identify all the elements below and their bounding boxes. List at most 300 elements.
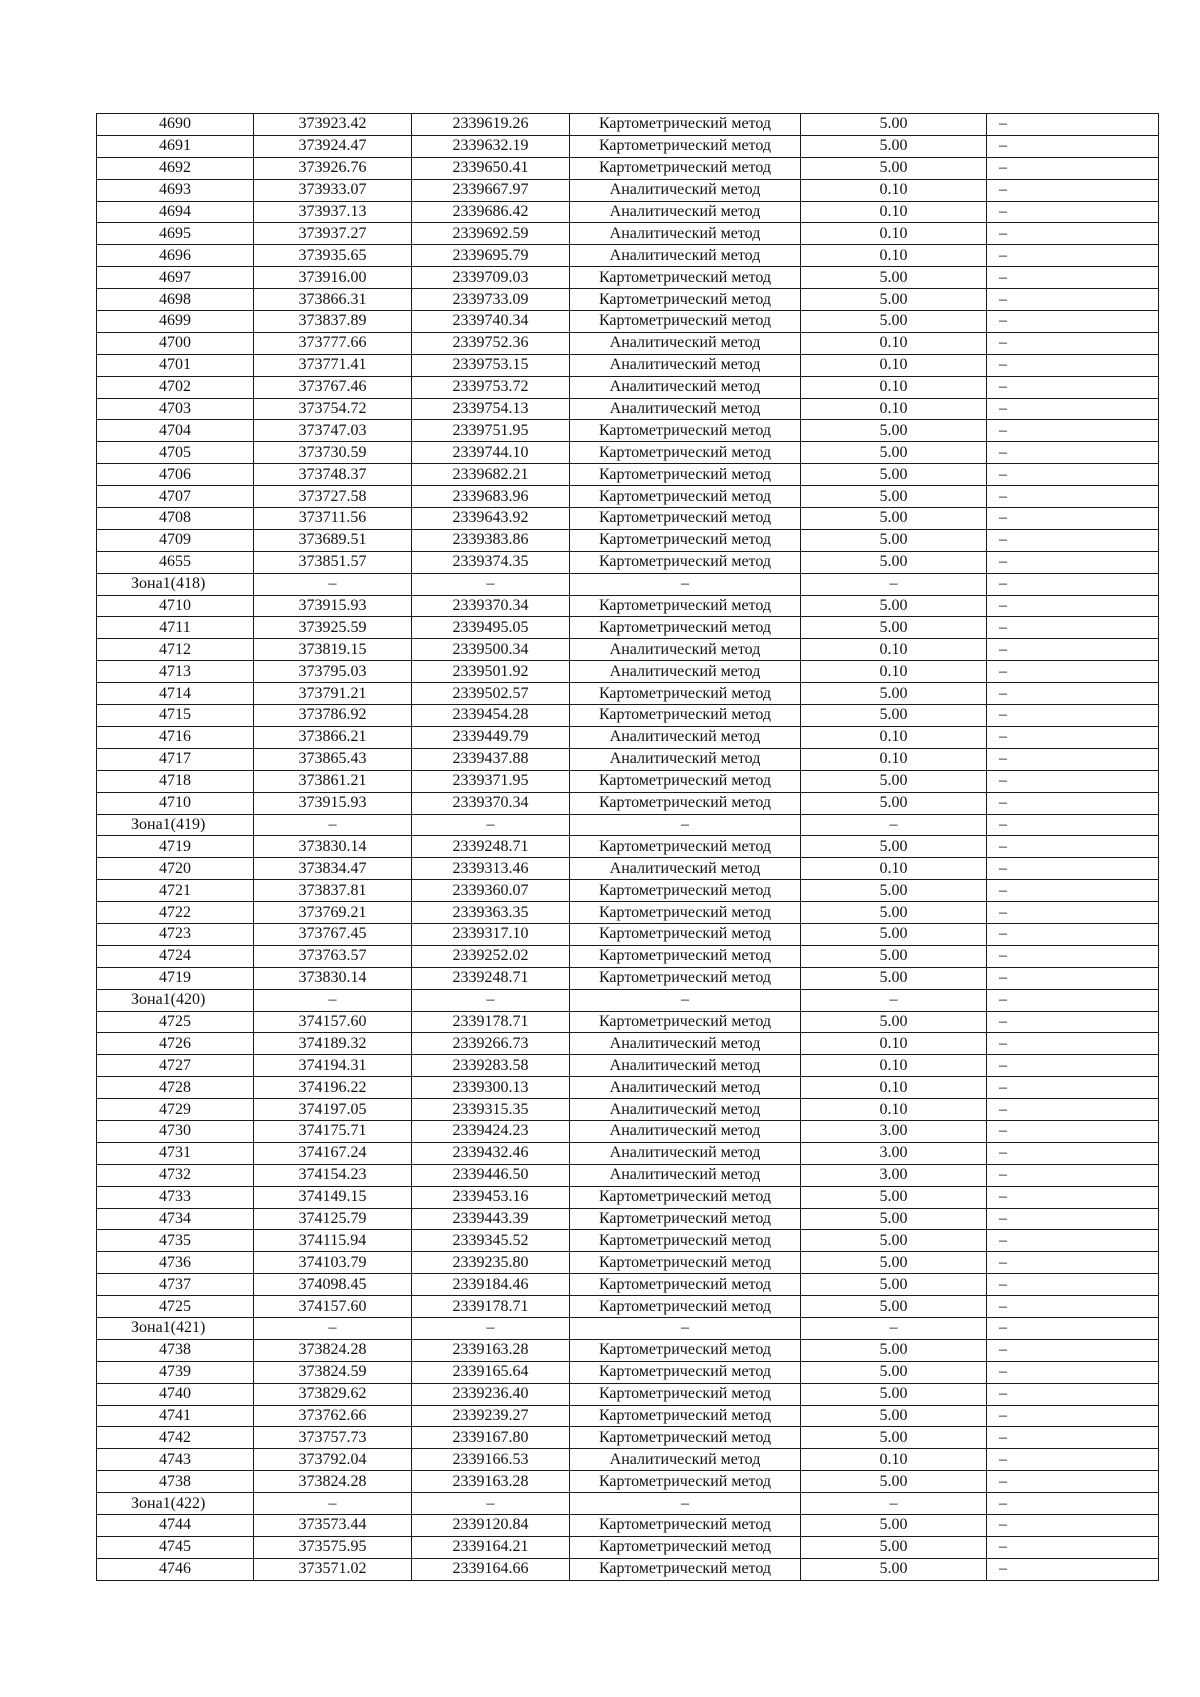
x-coordinate-cell: 373786.92 bbox=[254, 705, 412, 727]
method-cell: Картометрический метод bbox=[570, 792, 801, 814]
accuracy-cell: 5.00 bbox=[801, 1230, 987, 1252]
y-coordinate-cell: 2339667.97 bbox=[412, 179, 570, 201]
table-row bbox=[97, 1383, 1159, 1405]
method-cell: Картометрический метод bbox=[570, 967, 801, 989]
note-cell: – bbox=[987, 245, 1159, 267]
table-row bbox=[97, 1142, 1159, 1164]
table-row bbox=[97, 464, 1159, 486]
x-coordinate-cell: 373925.59 bbox=[254, 617, 412, 639]
table-row bbox=[97, 748, 1159, 770]
accuracy-cell: 5.00 bbox=[801, 464, 987, 486]
table-row bbox=[97, 1164, 1159, 1186]
x-coordinate-cell: 373937.13 bbox=[254, 201, 412, 223]
table-row bbox=[97, 551, 1159, 573]
note-cell: – bbox=[987, 1383, 1159, 1405]
accuracy-cell: 0.10 bbox=[801, 1055, 987, 1077]
accuracy-cell: 5.00 bbox=[801, 1536, 987, 1558]
accuracy-cell: 5.00 bbox=[801, 1427, 987, 1449]
table-row bbox=[97, 617, 1159, 639]
x-coordinate-cell: 373861.21 bbox=[254, 770, 412, 792]
y-coordinate-cell: 2339317.10 bbox=[412, 923, 570, 945]
point-id-cell: Зона1(421) bbox=[97, 1317, 254, 1339]
point-id-cell: 4726 bbox=[97, 1033, 254, 1055]
accuracy-cell: 5.00 bbox=[801, 1339, 987, 1361]
y-coordinate-cell: 2339283.58 bbox=[412, 1055, 570, 1077]
y-coordinate-cell: 2339248.71 bbox=[412, 967, 570, 989]
zone-header-row bbox=[97, 573, 1159, 595]
note-cell: – bbox=[987, 814, 1159, 836]
method-cell: Картометрический метод bbox=[570, 945, 801, 967]
y-coordinate-cell: – bbox=[412, 573, 570, 595]
x-coordinate-cell: – bbox=[254, 1317, 412, 1339]
point-id-cell: 4721 bbox=[97, 880, 254, 902]
method-cell: Картометрический метод bbox=[570, 157, 801, 179]
method-cell: Картометрический метод bbox=[570, 1230, 801, 1252]
note-cell: – bbox=[987, 836, 1159, 858]
table-row bbox=[97, 376, 1159, 398]
point-id-cell: 4746 bbox=[97, 1558, 254, 1580]
x-coordinate-cell: 373916.00 bbox=[254, 267, 412, 289]
y-coordinate-cell: 2339178.71 bbox=[412, 1296, 570, 1318]
x-coordinate-cell: 373754.72 bbox=[254, 398, 412, 420]
y-coordinate-cell: 2339166.53 bbox=[412, 1449, 570, 1471]
note-cell: – bbox=[987, 1536, 1159, 1558]
table-body bbox=[97, 114, 1159, 1581]
x-coordinate-cell: 373573.44 bbox=[254, 1515, 412, 1537]
accuracy-cell: 3.00 bbox=[801, 1142, 987, 1164]
method-cell: Картометрический метод bbox=[570, 836, 801, 858]
table-row bbox=[97, 945, 1159, 967]
note-cell: – bbox=[987, 1055, 1159, 1077]
x-coordinate-cell: 373926.76 bbox=[254, 157, 412, 179]
y-coordinate-cell: 2339360.07 bbox=[412, 880, 570, 902]
point-id-cell: 4745 bbox=[97, 1536, 254, 1558]
note-cell: – bbox=[987, 792, 1159, 814]
method-cell: Картометрический метод bbox=[570, 1427, 801, 1449]
y-coordinate-cell: 2339437.88 bbox=[412, 748, 570, 770]
y-coordinate-cell: 2339424.23 bbox=[412, 1120, 570, 1142]
note-cell: – bbox=[987, 1208, 1159, 1230]
zone-header-row bbox=[97, 989, 1159, 1011]
x-coordinate-cell: 373769.21 bbox=[254, 902, 412, 924]
point-id-cell: 4725 bbox=[97, 1011, 254, 1033]
note-cell: – bbox=[987, 311, 1159, 333]
x-coordinate-cell: 373830.14 bbox=[254, 967, 412, 989]
zone-header-row bbox=[97, 1317, 1159, 1339]
method-cell: Аналитический метод bbox=[570, 1449, 801, 1471]
method-cell: Картометрический метод bbox=[570, 705, 801, 727]
table-row bbox=[97, 1230, 1159, 1252]
accuracy-cell: 3.00 bbox=[801, 1164, 987, 1186]
x-coordinate-cell: – bbox=[254, 814, 412, 836]
point-id-cell: 4728 bbox=[97, 1077, 254, 1099]
table-row bbox=[97, 1120, 1159, 1142]
y-coordinate-cell: 2339235.80 bbox=[412, 1252, 570, 1274]
y-coordinate-cell: 2339248.71 bbox=[412, 836, 570, 858]
y-coordinate-cell: 2339692.59 bbox=[412, 223, 570, 245]
note-cell: – bbox=[987, 1405, 1159, 1427]
y-coordinate-cell: 2339495.05 bbox=[412, 617, 570, 639]
method-cell: Аналитический метод bbox=[570, 376, 801, 398]
accuracy-cell: 5.00 bbox=[801, 1405, 987, 1427]
x-coordinate-cell: 373730.59 bbox=[254, 442, 412, 464]
y-coordinate-cell: 2339345.52 bbox=[412, 1230, 570, 1252]
point-id-cell: 4702 bbox=[97, 376, 254, 398]
point-id-cell: 4701 bbox=[97, 354, 254, 376]
accuracy-cell: 5.00 bbox=[801, 923, 987, 945]
note-cell: – bbox=[987, 114, 1159, 136]
table-row bbox=[97, 1033, 1159, 1055]
method-cell: Картометрический метод bbox=[570, 1208, 801, 1230]
point-id-cell: 4697 bbox=[97, 267, 254, 289]
point-id-cell: 4738 bbox=[97, 1339, 254, 1361]
accuracy-cell: 5.00 bbox=[801, 792, 987, 814]
x-coordinate-cell: 374196.22 bbox=[254, 1077, 412, 1099]
table-row bbox=[97, 639, 1159, 661]
y-coordinate-cell: 2339120.84 bbox=[412, 1515, 570, 1537]
table-row bbox=[97, 1558, 1159, 1580]
table-row bbox=[97, 1296, 1159, 1318]
table-row bbox=[97, 529, 1159, 551]
method-cell: Картометрический метод bbox=[570, 1252, 801, 1274]
y-coordinate-cell: 2339432.46 bbox=[412, 1142, 570, 1164]
accuracy-cell: 5.00 bbox=[801, 1208, 987, 1230]
method-cell: Картометрический метод bbox=[570, 1515, 801, 1537]
accuracy-cell: 0.10 bbox=[801, 1077, 987, 1099]
note-cell: – bbox=[987, 1493, 1159, 1515]
accuracy-cell: 5.00 bbox=[801, 617, 987, 639]
y-coordinate-cell: 2339501.92 bbox=[412, 661, 570, 683]
note-cell: – bbox=[987, 880, 1159, 902]
accuracy-cell: 0.10 bbox=[801, 858, 987, 880]
method-cell: Картометрический метод bbox=[570, 464, 801, 486]
point-id-cell: 4703 bbox=[97, 398, 254, 420]
y-coordinate-cell: 2339370.34 bbox=[412, 792, 570, 814]
method-cell: Аналитический метод bbox=[570, 398, 801, 420]
point-id-cell: 4737 bbox=[97, 1274, 254, 1296]
point-id-cell: 4691 bbox=[97, 135, 254, 157]
method-cell: Аналитический метод bbox=[570, 639, 801, 661]
method-cell: Аналитический метод bbox=[570, 1033, 801, 1055]
x-coordinate-cell: 373865.43 bbox=[254, 748, 412, 770]
point-id-cell: 4724 bbox=[97, 945, 254, 967]
method-cell: Картометрический метод bbox=[570, 595, 801, 617]
table-row bbox=[97, 1208, 1159, 1230]
y-coordinate-cell: 2339751.95 bbox=[412, 420, 570, 442]
method-cell: Аналитический метод bbox=[570, 1077, 801, 1099]
x-coordinate-cell: 373851.57 bbox=[254, 551, 412, 573]
table-row bbox=[97, 705, 1159, 727]
y-coordinate-cell: 2339454.28 bbox=[412, 705, 570, 727]
point-id-cell: 4694 bbox=[97, 201, 254, 223]
y-coordinate-cell: 2339184.46 bbox=[412, 1274, 570, 1296]
point-id-cell: 4713 bbox=[97, 661, 254, 683]
method-cell: Картометрический метод bbox=[570, 902, 801, 924]
x-coordinate-cell: 373747.03 bbox=[254, 420, 412, 442]
accuracy-cell: 0.10 bbox=[801, 1449, 987, 1471]
note-cell: – bbox=[987, 179, 1159, 201]
table-row bbox=[97, 135, 1159, 157]
note-cell: – bbox=[987, 573, 1159, 595]
x-coordinate-cell: 373824.28 bbox=[254, 1471, 412, 1493]
y-coordinate-cell: 2339164.66 bbox=[412, 1558, 570, 1580]
y-coordinate-cell: 2339383.86 bbox=[412, 529, 570, 551]
method-cell: – bbox=[570, 1493, 801, 1515]
accuracy-cell: 5.00 bbox=[801, 1383, 987, 1405]
note-cell: – bbox=[987, 1361, 1159, 1383]
y-coordinate-cell: 2339740.34 bbox=[412, 311, 570, 333]
table-row bbox=[97, 770, 1159, 792]
method-cell: Картометрический метод bbox=[570, 551, 801, 573]
y-coordinate-cell: 2339632.19 bbox=[412, 135, 570, 157]
point-id-cell: 4743 bbox=[97, 1449, 254, 1471]
table-row bbox=[97, 1077, 1159, 1099]
y-coordinate-cell: 2339619.26 bbox=[412, 114, 570, 136]
note-cell: – bbox=[987, 289, 1159, 311]
note-cell: – bbox=[987, 157, 1159, 179]
x-coordinate-cell: 373819.15 bbox=[254, 639, 412, 661]
table-row bbox=[97, 354, 1159, 376]
point-id-cell: 4736 bbox=[97, 1252, 254, 1274]
point-id-cell: 4740 bbox=[97, 1383, 254, 1405]
note-cell: – bbox=[987, 1339, 1159, 1361]
accuracy-cell: – bbox=[801, 1493, 987, 1515]
note-cell: – bbox=[987, 1471, 1159, 1493]
point-id-cell: 4710 bbox=[97, 792, 254, 814]
note-cell: – bbox=[987, 705, 1159, 727]
method-cell: Аналитический метод bbox=[570, 1142, 801, 1164]
point-id-cell: 4727 bbox=[97, 1055, 254, 1077]
y-coordinate-cell: 2339165.64 bbox=[412, 1361, 570, 1383]
accuracy-cell: 5.00 bbox=[801, 945, 987, 967]
method-cell: Картометрический метод bbox=[570, 1558, 801, 1580]
y-coordinate-cell: 2339167.80 bbox=[412, 1427, 570, 1449]
method-cell: Аналитический метод bbox=[570, 1164, 801, 1186]
x-coordinate-cell: 373837.81 bbox=[254, 880, 412, 902]
method-cell: – bbox=[570, 1317, 801, 1339]
y-coordinate-cell: 2339163.28 bbox=[412, 1339, 570, 1361]
accuracy-cell: 5.00 bbox=[801, 595, 987, 617]
method-cell: Картометрический метод bbox=[570, 289, 801, 311]
accuracy-cell: 5.00 bbox=[801, 529, 987, 551]
method-cell: Аналитический метод bbox=[570, 245, 801, 267]
y-coordinate-cell: – bbox=[412, 814, 570, 836]
accuracy-cell: 5.00 bbox=[801, 442, 987, 464]
x-coordinate-cell: 373935.65 bbox=[254, 245, 412, 267]
method-cell: Картометрический метод bbox=[570, 529, 801, 551]
y-coordinate-cell: 2339446.50 bbox=[412, 1164, 570, 1186]
x-coordinate-cell: 373923.42 bbox=[254, 114, 412, 136]
point-id-cell: 4705 bbox=[97, 442, 254, 464]
note-cell: – bbox=[987, 508, 1159, 530]
table-row bbox=[97, 157, 1159, 179]
point-id-cell: 4738 bbox=[97, 1471, 254, 1493]
x-coordinate-cell: 373777.66 bbox=[254, 332, 412, 354]
method-cell: Аналитический метод bbox=[570, 858, 801, 880]
note-cell: – bbox=[987, 945, 1159, 967]
y-coordinate-cell: 2339744.10 bbox=[412, 442, 570, 464]
table-row bbox=[97, 289, 1159, 311]
note-cell: – bbox=[987, 551, 1159, 573]
accuracy-cell: 5.00 bbox=[801, 1296, 987, 1318]
note-cell: – bbox=[987, 135, 1159, 157]
y-coordinate-cell: 2339453.16 bbox=[412, 1186, 570, 1208]
x-coordinate-cell: 373767.46 bbox=[254, 376, 412, 398]
method-cell: Аналитический метод bbox=[570, 223, 801, 245]
x-coordinate-cell: – bbox=[254, 989, 412, 1011]
point-id-cell: 4744 bbox=[97, 1515, 254, 1537]
accuracy-cell: 5.00 bbox=[801, 880, 987, 902]
x-coordinate-cell: 374125.79 bbox=[254, 1208, 412, 1230]
note-cell: – bbox=[987, 748, 1159, 770]
point-id-cell: 4710 bbox=[97, 595, 254, 617]
method-cell: Картометрический метод bbox=[570, 311, 801, 333]
method-cell: Картометрический метод bbox=[570, 508, 801, 530]
x-coordinate-cell: 373571.02 bbox=[254, 1558, 412, 1580]
point-id-cell: Зона1(418) bbox=[97, 573, 254, 595]
accuracy-cell: 0.10 bbox=[801, 332, 987, 354]
point-id-cell: 4698 bbox=[97, 289, 254, 311]
point-id-cell: 4700 bbox=[97, 332, 254, 354]
table-row bbox=[97, 1471, 1159, 1493]
point-id-cell: 4717 bbox=[97, 748, 254, 770]
accuracy-cell: – bbox=[801, 989, 987, 1011]
point-id-cell: 4707 bbox=[97, 486, 254, 508]
note-cell: – bbox=[987, 1099, 1159, 1121]
y-coordinate-cell: 2339252.02 bbox=[412, 945, 570, 967]
table-row bbox=[97, 1099, 1159, 1121]
method-cell: Аналитический метод bbox=[570, 179, 801, 201]
point-id-cell: 4690 bbox=[97, 114, 254, 136]
note-cell: – bbox=[987, 967, 1159, 989]
accuracy-cell: 3.00 bbox=[801, 1120, 987, 1142]
point-id-cell: 4720 bbox=[97, 858, 254, 880]
table-row bbox=[97, 1515, 1159, 1537]
table-row bbox=[97, 661, 1159, 683]
accuracy-cell: 5.00 bbox=[801, 311, 987, 333]
note-cell: – bbox=[987, 201, 1159, 223]
accuracy-cell: 0.10 bbox=[801, 398, 987, 420]
method-cell: Картометрический метод bbox=[570, 770, 801, 792]
table-row bbox=[97, 1055, 1159, 1077]
point-id-cell: 4729 bbox=[97, 1099, 254, 1121]
accuracy-cell: 5.00 bbox=[801, 705, 987, 727]
note-cell: – bbox=[987, 661, 1159, 683]
x-coordinate-cell: 373727.58 bbox=[254, 486, 412, 508]
x-coordinate-cell: 373924.47 bbox=[254, 135, 412, 157]
x-coordinate-cell: 374115.94 bbox=[254, 1230, 412, 1252]
accuracy-cell: 5.00 bbox=[801, 289, 987, 311]
point-id-cell: 4712 bbox=[97, 639, 254, 661]
x-coordinate-cell: 374167.24 bbox=[254, 1142, 412, 1164]
note-cell: – bbox=[987, 464, 1159, 486]
y-coordinate-cell: 2339752.36 bbox=[412, 332, 570, 354]
y-coordinate-cell: 2339682.21 bbox=[412, 464, 570, 486]
table-row bbox=[97, 201, 1159, 223]
x-coordinate-cell: – bbox=[254, 1493, 412, 1515]
note-cell: – bbox=[987, 1274, 1159, 1296]
y-coordinate-cell: 2339315.35 bbox=[412, 1099, 570, 1121]
table-row bbox=[97, 880, 1159, 902]
x-coordinate-cell: 373711.56 bbox=[254, 508, 412, 530]
note-cell: – bbox=[987, 1077, 1159, 1099]
point-id-cell: 4742 bbox=[97, 1427, 254, 1449]
table-row bbox=[97, 179, 1159, 201]
method-cell: Картометрический метод bbox=[570, 420, 801, 442]
method-cell: Картометрический метод bbox=[570, 114, 801, 136]
point-id-cell: 4732 bbox=[97, 1164, 254, 1186]
table-row bbox=[97, 398, 1159, 420]
note-cell: – bbox=[987, 989, 1159, 1011]
accuracy-cell: 5.00 bbox=[801, 770, 987, 792]
x-coordinate-cell: 373795.03 bbox=[254, 661, 412, 683]
method-cell: Аналитический метод bbox=[570, 1120, 801, 1142]
point-id-cell: 4706 bbox=[97, 464, 254, 486]
accuracy-cell: 0.10 bbox=[801, 726, 987, 748]
x-coordinate-cell: 374157.60 bbox=[254, 1296, 412, 1318]
point-id-cell: 4719 bbox=[97, 967, 254, 989]
y-coordinate-cell: 2339643.92 bbox=[412, 508, 570, 530]
x-coordinate-cell: 373767.45 bbox=[254, 923, 412, 945]
table-row bbox=[97, 1427, 1159, 1449]
table-row bbox=[97, 332, 1159, 354]
x-coordinate-cell: 373762.66 bbox=[254, 1405, 412, 1427]
x-coordinate-cell: 374154.23 bbox=[254, 1164, 412, 1186]
accuracy-cell: 5.00 bbox=[801, 1471, 987, 1493]
table-row bbox=[97, 420, 1159, 442]
accuracy-cell: 5.00 bbox=[801, 836, 987, 858]
table-row bbox=[97, 595, 1159, 617]
accuracy-cell: 5.00 bbox=[801, 683, 987, 705]
x-coordinate-cell: – bbox=[254, 573, 412, 595]
x-coordinate-cell: 373792.04 bbox=[254, 1449, 412, 1471]
method-cell: Картометрический метод bbox=[570, 267, 801, 289]
y-coordinate-cell: 2339236.40 bbox=[412, 1383, 570, 1405]
point-id-cell: 4692 bbox=[97, 157, 254, 179]
table-row bbox=[97, 1449, 1159, 1471]
table-row bbox=[97, 1274, 1159, 1296]
accuracy-cell: 0.10 bbox=[801, 354, 987, 376]
x-coordinate-cell: 373824.28 bbox=[254, 1339, 412, 1361]
y-coordinate-cell: 2339753.72 bbox=[412, 376, 570, 398]
table-row bbox=[97, 858, 1159, 880]
x-coordinate-cell: 373748.37 bbox=[254, 464, 412, 486]
accuracy-cell: 5.00 bbox=[801, 967, 987, 989]
accuracy-cell: 5.00 bbox=[801, 1558, 987, 1580]
point-id-cell: 4716 bbox=[97, 726, 254, 748]
y-coordinate-cell: 2339753.15 bbox=[412, 354, 570, 376]
note-cell: – bbox=[987, 1515, 1159, 1537]
y-coordinate-cell: 2339443.39 bbox=[412, 1208, 570, 1230]
table-row bbox=[97, 726, 1159, 748]
note-cell: – bbox=[987, 1186, 1159, 1208]
y-coordinate-cell: – bbox=[412, 1493, 570, 1515]
point-id-cell: Зона1(422) bbox=[97, 1493, 254, 1515]
accuracy-cell: 5.00 bbox=[801, 551, 987, 573]
table-row bbox=[97, 1405, 1159, 1427]
point-id-cell: 4725 bbox=[97, 1296, 254, 1318]
point-id-cell: 4711 bbox=[97, 617, 254, 639]
accuracy-cell: – bbox=[801, 1317, 987, 1339]
method-cell: Картометрический метод bbox=[570, 1536, 801, 1558]
note-cell: – bbox=[987, 420, 1159, 442]
note-cell: – bbox=[987, 858, 1159, 880]
method-cell: Картометрический метод bbox=[570, 135, 801, 157]
point-id-cell: 4723 bbox=[97, 923, 254, 945]
accuracy-cell: 5.00 bbox=[801, 114, 987, 136]
method-cell: – bbox=[570, 814, 801, 836]
accuracy-cell: 5.00 bbox=[801, 267, 987, 289]
